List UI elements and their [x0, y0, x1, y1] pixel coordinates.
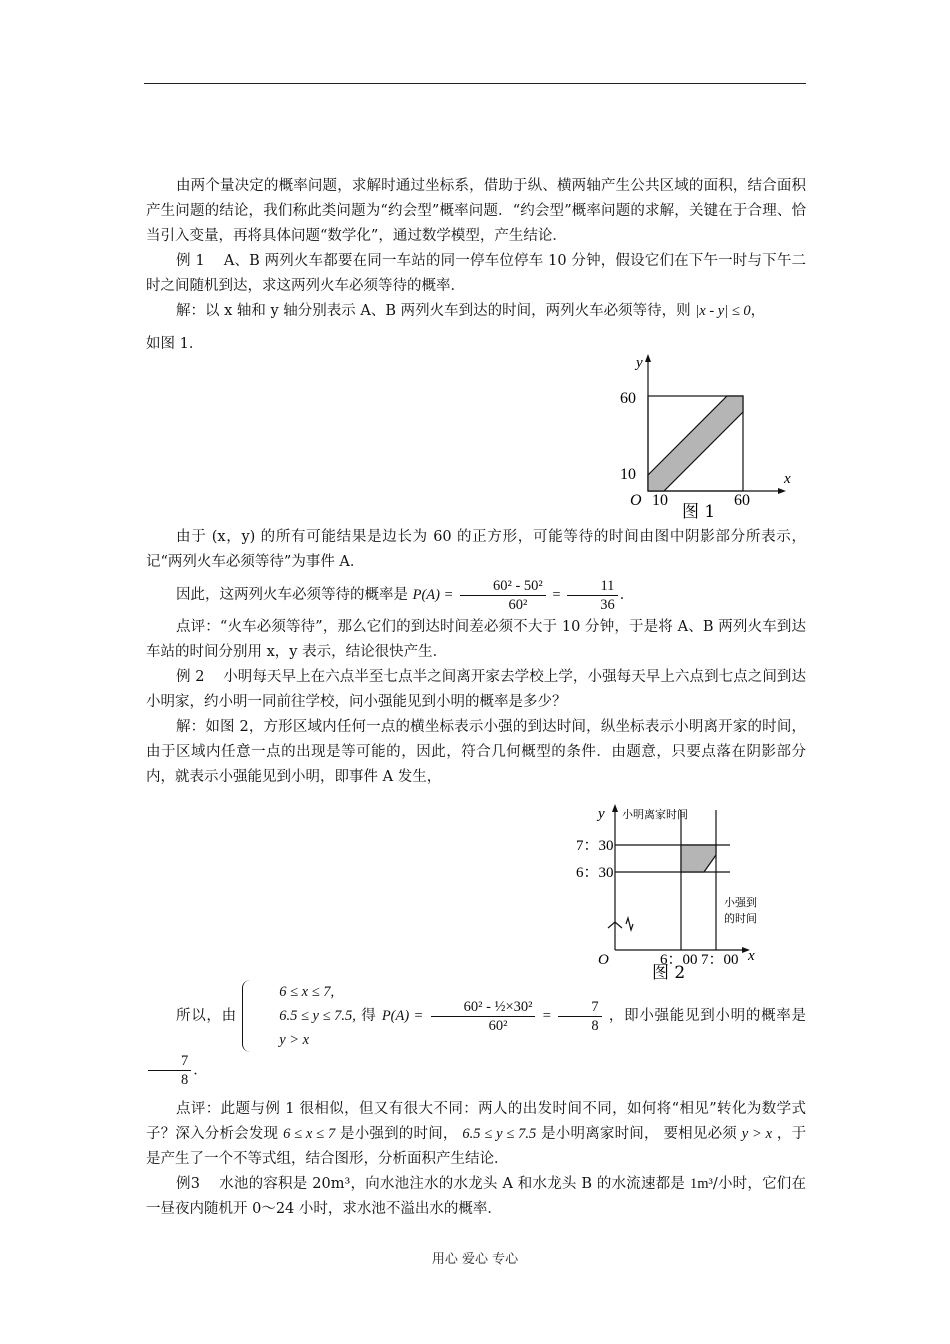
origin-label-2: O	[598, 952, 609, 968]
y-axis-label: y	[636, 355, 643, 371]
flow-rate: 1m³	[689, 1176, 713, 1192]
period-2: ．	[193, 1062, 208, 1079]
result-numerator-2: 7	[558, 998, 601, 1017]
figure-2-caption: 图 2	[652, 963, 686, 983]
figure-1-graph	[616, 351, 816, 522]
fraction-denominator-2: 60²	[488, 1017, 508, 1034]
probability-result	[567, 577, 618, 614]
probability-result-2	[558, 998, 601, 1035]
x-axis-arrow	[778, 488, 786, 494]
example-2-text: 小明每天早上在六点半至七点半之间离开家去学校上学，小强每天早上六点到七点之间到达小明家，约小明一同前往学校，问小强能见到小明的概率是多少？	[146, 669, 807, 710]
tick-x-10: 10	[652, 492, 668, 509]
comment-text-b: 是小强到的时间，	[340, 1126, 458, 1142]
intro-paragraph: 由两个量决定的概率问题，求解时通过坐标系，借助于纵、横两轴产生公共区域的面积，结合面积产生问题的结论，我们称此类问题为“约会型”概率问题．“约会型”概率问题的求解，关键在于合理、恰当引入变量，再将具体问题“数学化”，通过数学模型，产生结论．	[146, 178, 806, 244]
comment-text-e: ，于是产生了一个不等式组，结合图形，分析面积产生结论．	[146, 1126, 807, 1167]
example-3-statement	[146, 1172, 806, 1222]
example-1-explanation: 由于 (x，y) 的所有可能结果是边长为 60 的正方形，可能等待的时间由图中阴影部分所表示，记“两列火车必须等待”为事件 A．	[146, 529, 806, 570]
comment-text-c: 是小明离家时间，	[541, 1126, 659, 1142]
example-2-comment	[146, 1097, 806, 1172]
probability-lhs-2: P(A) =	[381, 1008, 424, 1024]
y-axis-title: 小明离家时间	[622, 808, 688, 821]
shaded-band	[648, 396, 743, 491]
fraction-numerator: 60² - 50²	[460, 577, 546, 596]
example-3-label: 例3	[176, 1176, 200, 1192]
example-2-solution: 解：如图 2，方形区域内任何一点的横坐标表示小强的到达时间，纵坐标表示小明离开家的时间，由于区域内任意一点的出现是等可能的，因此，符合几何概型的条件．由题意，只要点落在阴影部分内，就表示小强能见到小明，即事件 A 发生，	[146, 719, 806, 785]
result-denominator-2: 8	[591, 1017, 599, 1034]
probability-statement: ，即小强能见到小明的概率是	[608, 1008, 807, 1024]
y-axis-arrow	[645, 354, 651, 362]
figure-2-graph	[576, 800, 810, 983]
example-3-text-a: 水池的容积是 20m³，向水池注水的水龙头 A 和水龙头 B 的水流速都是	[219, 1176, 686, 1192]
probability-fraction-2	[431, 998, 536, 1035]
fraction-denominator: 60²	[508, 596, 528, 613]
example-1-text: A、B 两列火车都要在同一车站的同一停车位停车 10 分钟，假设它们在下午一时与下午二时之间随机到达，求这两列火车必须等待的概率．	[146, 253, 807, 294]
inequality-3: y > x	[279, 1032, 310, 1048]
tick-630: 6：30	[576, 865, 614, 881]
tick-600: 6：00	[660, 952, 698, 968]
inequality-system	[242, 980, 356, 1052]
example-1-label: 例 1	[176, 253, 205, 269]
figure-2	[146, 800, 806, 983]
shaded-region-2	[681, 845, 716, 872]
inequality-2: 6.5 ≤ y ≤ 7.5,	[279, 1008, 356, 1024]
page-footer: 用心 爱心 专心	[431, 1252, 519, 1267]
tick-y-10: 10	[620, 466, 636, 483]
tick-730: 7：30	[576, 838, 614, 854]
equals-sign-2: =	[542, 1008, 551, 1024]
final-numerator: 7	[148, 1052, 191, 1071]
so-text: 所以，由	[176, 1008, 237, 1024]
result-numerator: 11	[567, 577, 618, 596]
final-fraction	[148, 1052, 191, 1089]
comment-text-d: 要相见必须	[663, 1126, 737, 1142]
tick-x-60: 60	[734, 492, 750, 509]
comma: ，	[750, 303, 766, 319]
example-2-statement	[146, 665, 806, 715]
see-figure-1: 如图 1．	[146, 336, 204, 352]
tick-y-60: 60	[620, 390, 636, 407]
fraction-numerator-2: 60² - ½×30²	[431, 998, 536, 1017]
result-denominator: 36	[600, 596, 615, 613]
example-1-comment: 点评：“火车必须等待”，那么它们的到达时间差必须不大于 10 分钟，于是将 A、B 两列火车到达车站的时间分别用 x，y 表示，结论很快产生．	[146, 619, 806, 660]
example-1-solution-text: 解：以 x 轴和 y 轴分别表示 A、B 两列火车到达的时间，两列火车必须等待，则	[176, 303, 691, 319]
y-axis-label-2: y	[598, 806, 605, 822]
range-x: 6 ≤ x ≤ 7	[283, 1126, 336, 1142]
x-axis-title-2: 的时间	[724, 912, 757, 925]
example-3-text-b: /小时，它们在一昼夜内随机开 0～24 小时，求水池不溢出水的概率．	[146, 1176, 807, 1217]
final-denominator: 8	[181, 1072, 189, 1088]
y-axis-arrow-2	[612, 804, 618, 812]
range-y: 6.5 ≤ y ≤ 7.5	[462, 1126, 537, 1142]
de-text: 得	[361, 1008, 377, 1024]
example-2-result	[146, 980, 806, 1089]
document-body	[146, 174, 806, 1222]
axis-break-x	[626, 918, 633, 930]
example-1-statement	[146, 249, 806, 299]
comment-text-a: 点评：此题与例 1 很相似，但又有很大不同：两人的出发时间不同，如何将“相见”转化为数学式子？深入分析会发现	[146, 1101, 806, 1142]
figure-1-caption: 图 1	[682, 502, 716, 522]
header-rule	[144, 83, 806, 84]
equals-sign: =	[552, 587, 561, 603]
condition-expression: |x - y| ≤ 0	[695, 303, 751, 319]
probability-intro: 因此，这两列火车必须等待的概率是	[176, 587, 408, 603]
probability-fraction	[460, 577, 546, 614]
example-1-solution	[146, 299, 806, 324]
x-axis-title-1: 小强到	[724, 896, 757, 909]
origin-label: O	[630, 492, 642, 509]
period: ．	[619, 587, 635, 603]
inequality-1: 6 ≤ x ≤ 7,	[279, 984, 335, 1000]
tick-700: 7：00	[701, 952, 739, 968]
example-1-probability	[146, 575, 806, 615]
probability-lhs: P(A) =	[412, 587, 454, 603]
figure-1	[146, 357, 806, 525]
x-axis-label-2: x	[748, 948, 755, 964]
condition-y-gt-x: y > x	[741, 1126, 773, 1142]
x-axis-label: x	[784, 471, 791, 487]
example-2-label: 例 2	[176, 669, 205, 685]
